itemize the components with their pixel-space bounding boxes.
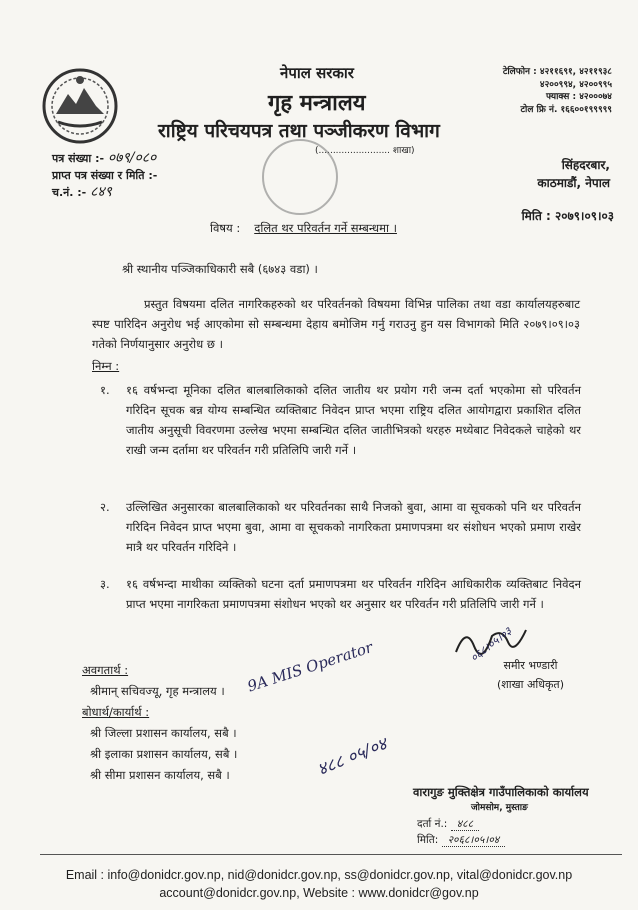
footer bbox=[0, 866, 638, 902]
receipt-stamp bbox=[413, 784, 589, 848]
date-label: मिति : bbox=[521, 209, 551, 223]
receipt-reg-label: दर्ता नं.: bbox=[417, 818, 448, 830]
list-item-text: उल्लिखित अनुसारका बालबालिकाको थर परिवर्तनका साथै निजको बुवा, आमा वा सूचकको पनि थर परिवर्तन गरिदिन निवेदन प्राप्त भएमा बुवा, आमा वा सूचकको नागरिकता प्रमाणपत्रमा थर संशोधन भएको प्रमाण राखेर मात्रै थर परिवर्तन गरिदिने । bbox=[126, 500, 581, 554]
receipt-date-value: २०६८।०५।०४ bbox=[442, 834, 506, 847]
ministry-name: गृह मन्त्रालय bbox=[268, 91, 366, 116]
list-item bbox=[100, 380, 581, 460]
contact-fax: फ्याक्स : ४२०००७४ bbox=[546, 92, 612, 102]
list-item-text: १६ वर्षभन्दा मूनिका दलित बालबालिकाको दलित जातीय थर प्रयोग गरी जन्म दर्ता भएकोमा सो परिवर्तन गरिदिन सूचक बन्न योग्य सम्बन्धित व्यक्तिबाट निवेदन प्राप्त भएमा राष्ट्रिय दलित आयोगद्वारा प्रकाशित दलित जातीय अनुसूची विवरणमा उल्लेख भएमा सम्बन्धित दलित जातीभित्रको थरहरु मध्येबाट निवेदकले चाहेको थर राखी जन्म दर्तामा थर परिवर्तन गरी प्रतिलिपि जारी गर्ने । bbox=[126, 383, 581, 457]
address-line-1: सिंहदरबार, bbox=[561, 158, 610, 172]
list-heading: निम्न : bbox=[92, 359, 120, 373]
footer-divider bbox=[40, 854, 622, 855]
receipt-reg-value: ४८८ bbox=[451, 818, 479, 831]
signer-name: समीर भण्डारी bbox=[503, 659, 558, 672]
nepal-emblem-icon bbox=[40, 66, 120, 146]
contact-phone: टेलिफोन : ४२११६९१, ४२११९३८ bbox=[502, 67, 612, 77]
signer-title: (शाखा अधिकृत) bbox=[497, 678, 564, 691]
handwritten-note: ०६८।०५।०३ bbox=[467, 624, 515, 665]
receipt-location: जोमसोम, मुस्ताङ bbox=[471, 803, 528, 813]
contact-block bbox=[503, 66, 612, 116]
letter-date bbox=[522, 207, 614, 224]
handwritten-note: ४८८ ०५/०४ bbox=[314, 734, 391, 781]
action-recipient: श्री इलाका प्रशासन कार्यालय, सबै । bbox=[90, 747, 238, 761]
subject-label: विषय : bbox=[210, 221, 241, 235]
department-name: राष्ट्रिय परिचयपत्र तथा पञ्जीकरण विभाग bbox=[158, 120, 440, 142]
receipt-office: वारागुङ मुक्तिक्षेत्र गाउँपालिकाको कार्यालय bbox=[413, 785, 589, 799]
footer-emails: Email : info@donidcr.gov.np, nid@donidcr.gov.np, ss@donidcr.gov.np, vital@donidcr.gov.np bbox=[65, 868, 573, 882]
handwritten-note: 9A MIS Operator bbox=[245, 638, 375, 696]
office-stamp bbox=[262, 139, 338, 215]
body-paragraph: प्रस्तुत विषयमा दलित नागरिकहरुको थर परिवर्तनको विषयमा विभिन्न पालिका तथा वडा कार्यालयहरुबाट स्पष्ट पारिदिन अनुरोध भई आएकोमा सो सम्बन्धमा देहाय बमोजिम गर्नु गराउनु हुन यस विभागको मिति २०७९।०९।०३ गतेको निर्णयानुसार अनुरोध छ । bbox=[92, 297, 580, 351]
addressee: श्री स्थानीय पञ्जिकाधिकारी सबै (६७४३ वडा) । bbox=[122, 262, 318, 276]
reference-block bbox=[52, 150, 157, 201]
receipt-date-label: मिति: bbox=[417, 834, 439, 846]
letter-no-label: पत्र संख्या :- bbox=[52, 152, 105, 165]
action-recipient: श्री जिल्ला प्रशासन कार्यालय, सबै । bbox=[90, 726, 237, 740]
list-item bbox=[100, 497, 581, 557]
subject-text: दलित थर परिवर्तन गर्ने सम्बन्धमा । bbox=[254, 221, 397, 235]
list-item-number: १. bbox=[100, 383, 110, 397]
action-heading: बोधार्थ/कार्यार्थ : bbox=[82, 705, 150, 719]
letter-no-value: ०७९/०८० bbox=[107, 150, 157, 166]
dispatch-value: ८४९ bbox=[90, 184, 112, 200]
government-name: नेपाल सरकार bbox=[280, 64, 354, 82]
footer-website: account@donidcr.gov.np, Website : www.donidcr@gov.np bbox=[159, 886, 479, 900]
info-recipient: श्रीमान् सचिवज्यू, गृह मन्त्रालय । bbox=[90, 684, 225, 698]
subject-line bbox=[210, 221, 397, 236]
dispatch-label: च.नं. :- bbox=[52, 186, 87, 199]
cc-block bbox=[82, 660, 237, 786]
list-item-text: १६ वर्षभन्दा माथीका व्यक्तिको घटना दर्ता प्रमाणपत्रमा थर परिवर्तन गरिदिन आधिकारीक व्यक्तिबाट निवेदन प्राप्त भएमा नागरिकता प्रमाणपत्रमा संशोधन भएको थर अनुसार थर परिवर्तन गरी प्रतिलिपि जारी गर्ने । bbox=[126, 577, 581, 611]
list-item bbox=[100, 574, 581, 614]
received-label: प्राप्त पत्र संख्या र मिति :- bbox=[52, 169, 158, 182]
list-item-number: ३. bbox=[100, 577, 110, 591]
info-heading: अवगतार्थ : bbox=[82, 663, 129, 677]
address-line-2: काठमाडौं, नेपाल bbox=[537, 176, 610, 190]
contact-phone-2: ४२००९९४, ४२००९९५ bbox=[539, 79, 612, 90]
list-item-number: २. bbox=[100, 500, 110, 514]
action-recipient: श्री सीमा प्रशासन कार्यालय, सबै । bbox=[90, 768, 230, 782]
signer-block bbox=[497, 656, 564, 694]
branch-name: (......................... शाखा) bbox=[315, 146, 415, 156]
date-value: २०७९।०९।०३ bbox=[554, 209, 614, 223]
address-block bbox=[537, 156, 610, 192]
contact-toll-free: टोल फ्रि नं. १६६००१९९९९९ bbox=[520, 104, 612, 115]
